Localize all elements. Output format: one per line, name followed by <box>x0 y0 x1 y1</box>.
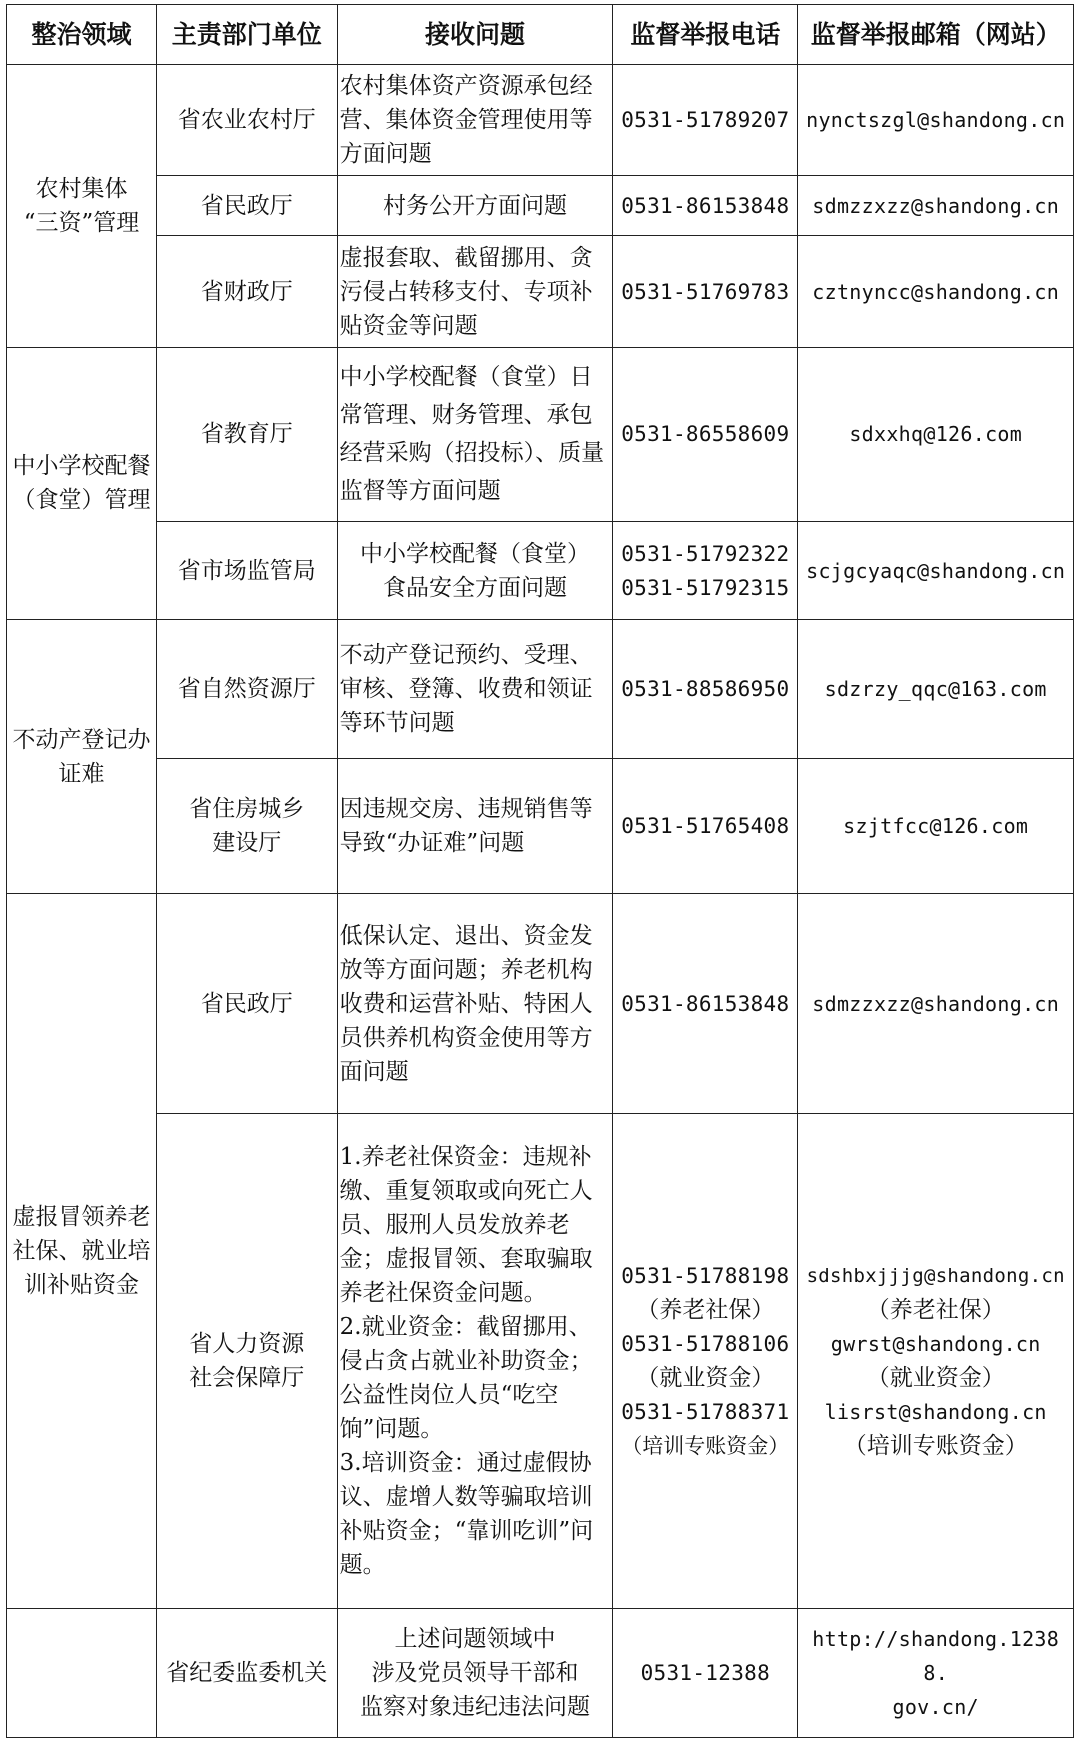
header-email: 监督举报邮箱（网站） <box>798 5 1074 65</box>
email-cell: sdzrzy_qqc@163.com <box>798 619 1074 758</box>
header-field: 整治领域 <box>7 5 157 65</box>
header-issue: 接收问题 <box>337 5 613 65</box>
phone-cell: 0531-86153848 <box>613 176 798 236</box>
table-row <box>7 759 1074 894</box>
phone-cell: 0531-88586950 <box>613 619 798 758</box>
issue-cell: 中小学校配餐（食堂）日常管理、财务管理、承包经营采购（招投标）、质量监督等方面问题 <box>337 347 613 522</box>
phone-cell: 0531-51788198 （养老社保） 0531-51788106 （就业资金） 0531-51788371 （培训专账资金） <box>613 1114 798 1609</box>
report-table <box>6 4 1074 1738</box>
email-cell: sdshbxjjjg@shandong.cn （养老社保） gwrst@shandong.cn （就业资金） lisrst@shandong.cn （培训专账资金） <box>798 1114 1074 1609</box>
field-cell: 中小学校配餐 （食堂）管理 <box>7 347 157 619</box>
table-row <box>7 236 1074 347</box>
email-cell: szjtfcc@126.com <box>798 759 1074 894</box>
dept-cell: 省民政厅 <box>156 176 337 236</box>
table-row <box>7 894 1074 1114</box>
dept-cell: 省人力资源 社会保障厅 <box>156 1114 337 1609</box>
issue-cell: 中小学校配餐（食堂） 食品安全方面问题 <box>337 522 613 620</box>
dept-cell: 省财政厅 <box>156 236 337 347</box>
field-cell: 不动产登记办 证难 <box>7 619 157 893</box>
phone-cell: 0531-12388 <box>613 1609 798 1738</box>
email-cell: http://shandong.12388. gov.cn/ <box>798 1609 1074 1738</box>
issue-cell: 农村集体资产资源承包经营、集体资金管理使用等方面问题 <box>337 65 613 176</box>
phone-cell: 0531-51765408 <box>613 759 798 894</box>
issue-cell: 因违规交房、违规销售等导致“办证难”问题 <box>337 759 613 894</box>
phone-cell: 0531-86558609 <box>613 347 798 522</box>
table-row <box>7 176 1074 236</box>
dept-cell: 省住房城乡 建设厅 <box>156 759 337 894</box>
field-cell <box>7 1609 157 1738</box>
table-row <box>7 1609 1074 1738</box>
table-row <box>7 619 1074 758</box>
issue-cell: 1.养老社保资金：违规补缴、重复领取或向死亡人员、服刑人员发放养老金；虚报冒领、套取骗取养老社保资金问题。 2.就业资金：截留挪用、侵占贪占就业补助资金；公益性岗位人员“吃空饷”问题。 3.培训资金：通过虚假协议、虚增人数等骗取培训补贴资金；“靠训吃训”问题。 <box>337 1114 613 1609</box>
phone-cell: 0531-86153848 <box>613 894 798 1114</box>
header-phone: 监督举报电话 <box>613 5 798 65</box>
dept-cell: 省市场监管局 <box>156 522 337 620</box>
phone-cell: 0531-51769783 <box>613 236 798 347</box>
dept-cell: 省民政厅 <box>156 894 337 1114</box>
email-cell: nynctszgl@shandong.cn <box>798 65 1074 176</box>
phone-cell: 0531-51792322 0531-51792315 <box>613 522 798 620</box>
email-cell: sdmzzxzz@shandong.cn <box>798 176 1074 236</box>
dept-cell: 省自然资源厅 <box>156 619 337 758</box>
dept-cell: 省农业农村厅 <box>156 65 337 176</box>
dept-cell: 省教育厅 <box>156 347 337 522</box>
field-cell: 农村集体 “三资”管理 <box>7 65 157 348</box>
issue-cell: 村务公开方面问题 <box>337 176 613 236</box>
issue-cell: 上述问题领域中 涉及党员领导干部和 监察对象违纪违法问题 <box>337 1609 613 1738</box>
dept-cell: 省纪委监委机关 <box>156 1609 337 1738</box>
issue-cell: 虚报套取、截留挪用、贪污侵占转移支付、专项补贴资金等问题 <box>337 236 613 347</box>
email-cell: cztnyncc@shandong.cn <box>798 236 1074 347</box>
header-dept: 主责部门单位 <box>156 5 337 65</box>
table-row <box>7 347 1074 522</box>
email-cell: scjgcyaqc@shandong.cn <box>798 522 1074 620</box>
issue-cell: 不动产登记预约、受理、审核、登簿、收费和领证等环节问题 <box>337 619 613 758</box>
email-cell: sdmzzxzz@shandong.cn <box>798 894 1074 1114</box>
phone-cell: 0531-51789207 <box>613 65 798 176</box>
table-row <box>7 65 1074 176</box>
issue-cell: 低保认定、退出、资金发放等方面问题；养老机构收费和运营补贴、特困人员供养机构资金使用等方面问题 <box>337 894 613 1114</box>
email-cell: sdxxhq@126.com <box>798 347 1074 522</box>
table-row <box>7 1114 1074 1609</box>
table-row <box>7 522 1074 620</box>
field-cell: 虚报冒领养老 社保、就业培 训补贴资金 <box>7 894 157 1609</box>
header-row <box>7 5 1074 65</box>
